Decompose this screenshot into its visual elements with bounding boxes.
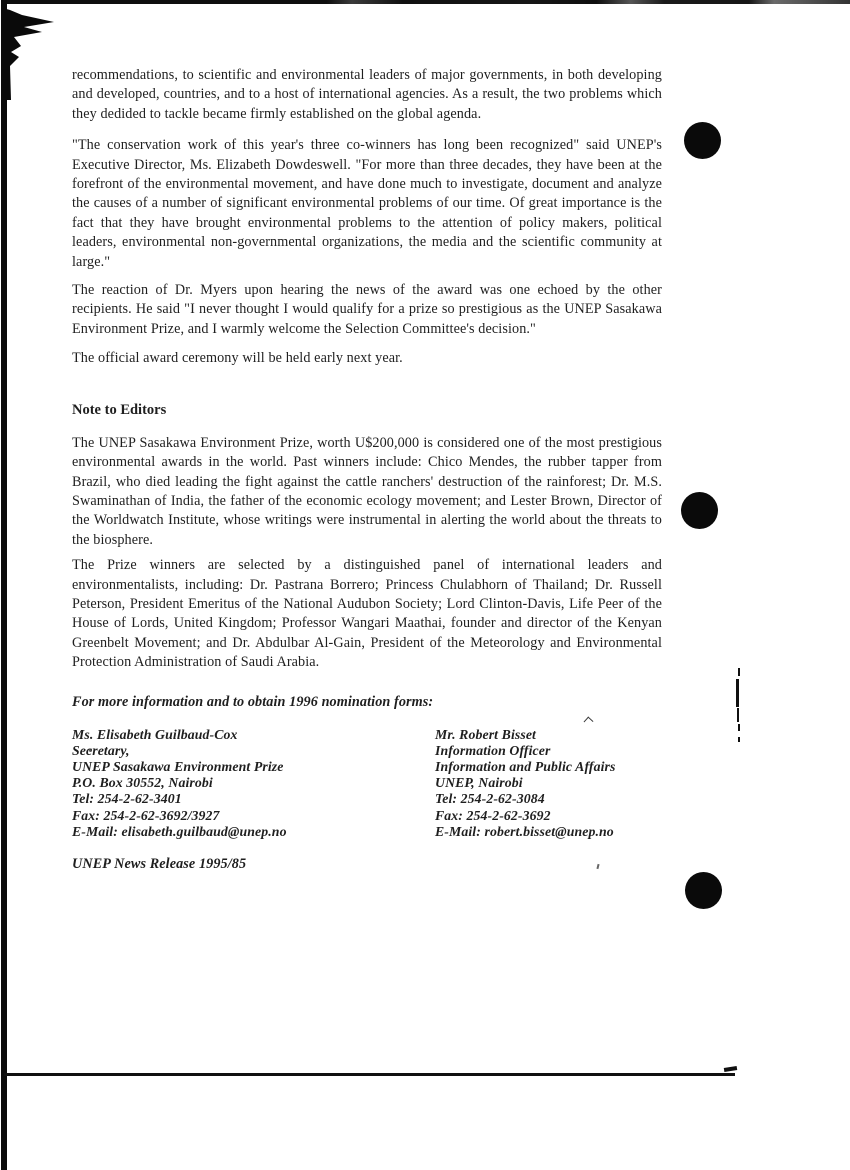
note-paragraph-prize-history: The UNEP Sasakawa Environment Prize, worth U$200,000 is considered one of the most prestigious environmental awards in the world. Past winners include: Chico Mendes, the rubber tapper from Brazil, who died leading the fight against the cattle ranchers' destruction of the rainforest; Dr. M.S. Swaminathan of India, the father of the economic ecology movement; and Lester Brown, Director of the Worldwatch Institute, whose writings were instrumental in alerting the world about the threats to the biosphere. [72,434,662,548]
contact-name: Ms. Elisabeth Guilbaud-Cox [72,726,238,742]
contact-address: UNEP, Nairobi [435,775,523,791]
scan-dash-mark [738,668,740,676]
scan-dash-mark [738,724,740,731]
scan-line-bottom [4,1073,735,1076]
body-paragraph-myers-reaction: The reaction of Dr. Myers upon hearing the news of the award was one echoed by the other recipients. He said "I never thought I would qualify for a prize so prestigious as the UNEP Sasakawa Environment Prize, and I warmly welcome the Selection Committee's decision." [72,282,662,337]
hole-punch-mark [685,872,722,909]
scan-corner-artifact [0,4,60,104]
scan-dash-mark [736,679,739,707]
note-to-editors-heading: Note to Editors [72,401,167,418]
contact-right-column [435,727,662,840]
contact-tel: Tel: 254-2-62-3401 [72,791,182,807]
contact-fax: Fax: 254-2-62-3692 [435,807,551,823]
hole-punch-mark [681,492,718,529]
scan-dash-mark [737,708,739,722]
contact-address: P.O. Box 30552, Nairobi [72,775,213,791]
scan-dash-mark [738,737,740,742]
contact-title: Secretary, [72,742,130,758]
contact-org: UNEP Sasakawa Environment Prize [72,758,284,774]
news-release-number: UNEP News Release 1995/85 [72,855,247,872]
contact-email: E-Mail: robert.bisset@unep.no [435,823,614,839]
scan-line-bottom-hook [724,1066,737,1072]
body-paragraph-quote-dowdeswell: "The conservation work of this year's three co-winners has long been recognized" said UNEP's Executive Director, Ms. Elizabeth Dowdeswell. "For more than three decades, they have been at the forefront of the environmental movement, and have done much to investigate, document and analyze the causes of a number of significant environmental problems of our time. Of great importance is the fact that they have brought environmental problems to the attention of policy makers, political leaders, environmental non-governmental organizations, the media and the scientific community at large." [72,137,662,270]
hole-punch-mark [684,122,721,159]
contact-tel: Tel: 254-2-62-3084 [435,791,545,807]
scan-edge-left [1,0,7,1170]
body-paragraph-ceremony: The official award ceremony will be held early next year. [72,350,403,367]
contact-title: Information Officer [435,742,551,758]
contact-email: E-Mail: elisabeth.guilbaud@unep.no [72,823,287,839]
nomination-info-heading: For more information and to obtain 1996 nomination forms: [72,693,434,710]
scan-edge-top [6,0,850,4]
note-paragraph-selection-panel: The Prize winners are selected by a distinguished panel of international leaders and environmentalists, including: Dr. Pastrana Borrero; Princess Chulabhorn of Thailand; Dr. Russell Peterson, President Emeritus of the National Audubon Society; Lord Clinton-Davis, Life Peer of the House of Lords, United Kingdom; Professor Wangari Maathai, founder and director of the Kenyan Greenbelt Movement; and Dr. Abdulbar Al-Gain, President of the Meteorology and Environmental Protection Administration of Saudi Arabia. [72,557,662,671]
contact-left-column [72,727,435,840]
contact-org: Information and Public Affairs [435,758,616,774]
contact-name: Mr. Robert Bisset [435,726,536,742]
contact-fax: Fax: 254-2-62-3692/3927 [72,807,220,823]
contact-columns [72,727,662,840]
body-paragraph-recommendations: recommendations, to scientific and environmental leaders of major governments, in both developing and developed, countries, and to a host of international agencies. As a result, the two problems which they dedided to tackle became firmly established on the global agenda. [72,67,662,122]
document-body [72,66,662,874]
